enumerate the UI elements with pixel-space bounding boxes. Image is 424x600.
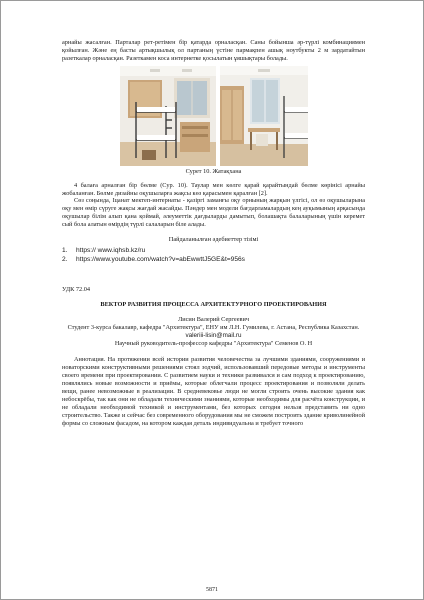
- reference-link[interactable]: https://www.youtube.com/watch?v=abEwwttJ5GE&t=956s: [76, 255, 245, 263]
- figure-caption: Сурет 10. Жатақхана: [185, 167, 242, 175]
- supervisor-line: Научный руководитель-профессор кафедры "Архитектура" Семенов О. Н: [114, 339, 313, 347]
- paragraph-2: 4 балаға арналған бір бөлме (Сур. 10). Таулар мен көлге қарай қарайтындай бөлме көрінісі арнайы жобаланған. Бөлме дизайны оқушыларға жақсы көз қарасымен қаралған [2].: [62, 181, 365, 197]
- abstract-paragraph: Аннотация. На протяжении всей истории развития человечества за лучшими зданиями, сооружениями и новаторскими конструктивными решениями стоял зодчий, использовавший передовые методы и инструменты своего времени при проектировании. С развитием науки и техники развивался и сам подход к проектированию, появлялись новые возможности и приёмы, которые облегчали процесс проектирования и позволяли делать вещи, ранее невозможные в реализации. В средневековье люди не могли строить очень высокие здания как небоскрёбы, так как они не обладали техническими знаниями, которые необходимы для расчёта конструкции, и не обладали необходимой техникой и инструментами, без которых сегодня нельзя представить ни одно строительство. Также и сейчас без современного оборудования мы не сможем построить здание криволинейной формы со сложным фасадом, на котором каждая деталь индивидуальна и требует точного: [62, 356, 365, 427]
- references-list: [62, 246, 365, 264]
- reference-number: 2.: [62, 255, 68, 263]
- author-affiliation: Студент 3-курса бакалавр, кафедра "Архитектура", ЕНУ им Л.Н. Гумилева, г. Астана, Республика Казахстан.: [67, 323, 360, 331]
- reference-number: 1.: [62, 246, 68, 254]
- references-title: Пайдаланылған әдебиеттер тізімі: [168, 236, 259, 244]
- reference-link[interactable]: https:// www.iqhsb.kz/ru: [76, 246, 146, 254]
- udk-code: УДК 72.04: [62, 285, 91, 293]
- page-number: 5871: [206, 587, 218, 593]
- article-title: ВЕКТОР РАЗВИТИЯ ПРОЦЕССА АРХИТЕКТУРНОГО ПРОЕКТИРОВАНИЯ: [100, 300, 327, 308]
- page-content: [62, 39, 365, 428]
- author-email[interactable]: valeriii-lisin@mail.ru: [185, 331, 242, 339]
- reference-item: [62, 255, 365, 264]
- paragraph-3: Сөз соңында, Іцанат мектеп-интернаты - қазіргі заманғы оқу орнының жарқын үлгісі, ол өз оқушыларына оқу мен өмір сүруге жақсы жағдай жасайды. Пәндер мен модели бағдарламалардың кең ауқымының арқасында оқушылар білім алып қана қоймай, әлеуметтік дағдыларды дамытып, болашақта балаларының үшін керемет сый бола алатын өмірдің түрлі салаларын біле алады.: [62, 197, 365, 229]
- dormitory-photo-room-view: [220, 66, 308, 166]
- intro-paragraph: арнайы жасалған. Парталар рет-ретімен бір қатарда орналасқан. Саны бойынша әр-түрлі комбинациямен қойылған. Және ең басты артықшылық ол партаның үстіне пармақпен ашық ноутбукты 2 м зардатайтын разеткалар орналасқан. Разеткамен коса интернетке қосылатын ұяшықтары болады.: [62, 39, 365, 62]
- dormitory-photo-bunk-beds: [120, 66, 216, 166]
- reference-item: [62, 246, 365, 255]
- author-name: Лисин Валерий Сергеевич: [177, 315, 250, 323]
- dormitory-figure: [62, 66, 365, 166]
